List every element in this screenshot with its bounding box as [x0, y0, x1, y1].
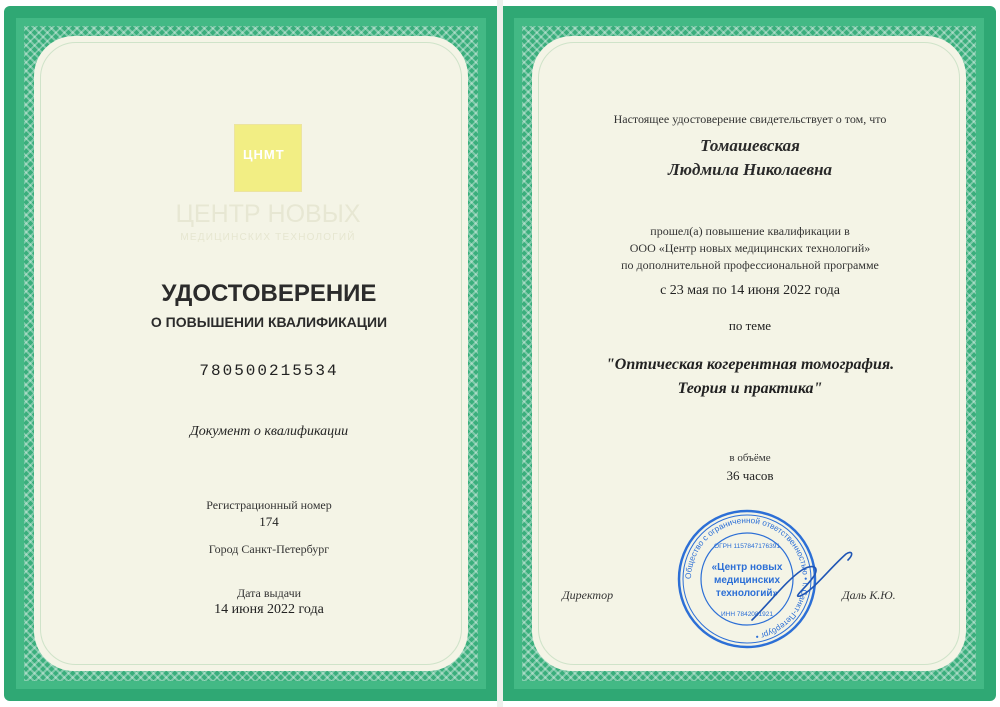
holder-surname: Томашевская [700, 136, 800, 155]
topic-line-2: Теория и практика" [677, 380, 823, 397]
document-title: УДОСТОВЕРЕНИЕ [161, 280, 377, 307]
volume-hours: 36 часов [726, 468, 774, 483]
director-name: Даль К.Ю. [842, 588, 896, 602]
stamp-ring-text: Общество с ограниченной ответственностью • г. Санкт-Петербург • [683, 515, 811, 642]
logo-box-text: ЦНМТ [243, 147, 285, 162]
stamp-ogrn: ОГРН 1157847176391 [714, 543, 780, 550]
document-number: 780500215534 [199, 362, 339, 380]
city: Город Санкт-Петербург [208, 542, 330, 556]
document-subtitle: О ПОВЫШЕНИИ КВАЛИФИКАЦИИ [150, 314, 388, 330]
organization-text: ООО «Центр новых медицинских технологий» [629, 241, 871, 255]
registration-number: 174 [259, 514, 279, 529]
logo-subtitle: МЕДИЦИНСКИХ ТЕХНОЛОГИЙ [180, 232, 356, 243]
director-label: Директор [562, 588, 614, 602]
completed-text: прошел(а) повышение квалификации в [650, 224, 850, 238]
issue-date: 14 июня 2022 года [214, 602, 324, 617]
training-period: с 23 мая по 14 июня 2022 года [660, 283, 840, 298]
director-signature [742, 540, 862, 630]
stamp-inn: ИНН 7842081921 [720, 611, 774, 618]
registration-label: Регистрационный номер [206, 498, 332, 512]
volume-label: в объёме [729, 452, 771, 464]
theme-label: по теме [728, 318, 772, 333]
certifies-text: Настоящее удостоверение свидетельствует о том, что [613, 112, 887, 126]
stamp-line-2: медицинских [713, 575, 781, 586]
book-spine [497, 0, 503, 707]
issue-date-label: Дата выдачи [236, 586, 302, 600]
stamp-line-1: «Центр новых [711, 562, 783, 573]
stamp-line-3: технологий» [715, 588, 779, 599]
holder-given-names: Людмила Николаевна [667, 160, 833, 179]
logo-icon [234, 124, 302, 192]
logo-name: ЦЕНТР НОВЫХ [175, 200, 361, 228]
topic-line-1: "Оптическая когерентная томография. [605, 356, 895, 373]
document-type: Документ о квалификации [189, 424, 349, 439]
program-text: по дополнительной профессиональной программе [621, 258, 879, 272]
